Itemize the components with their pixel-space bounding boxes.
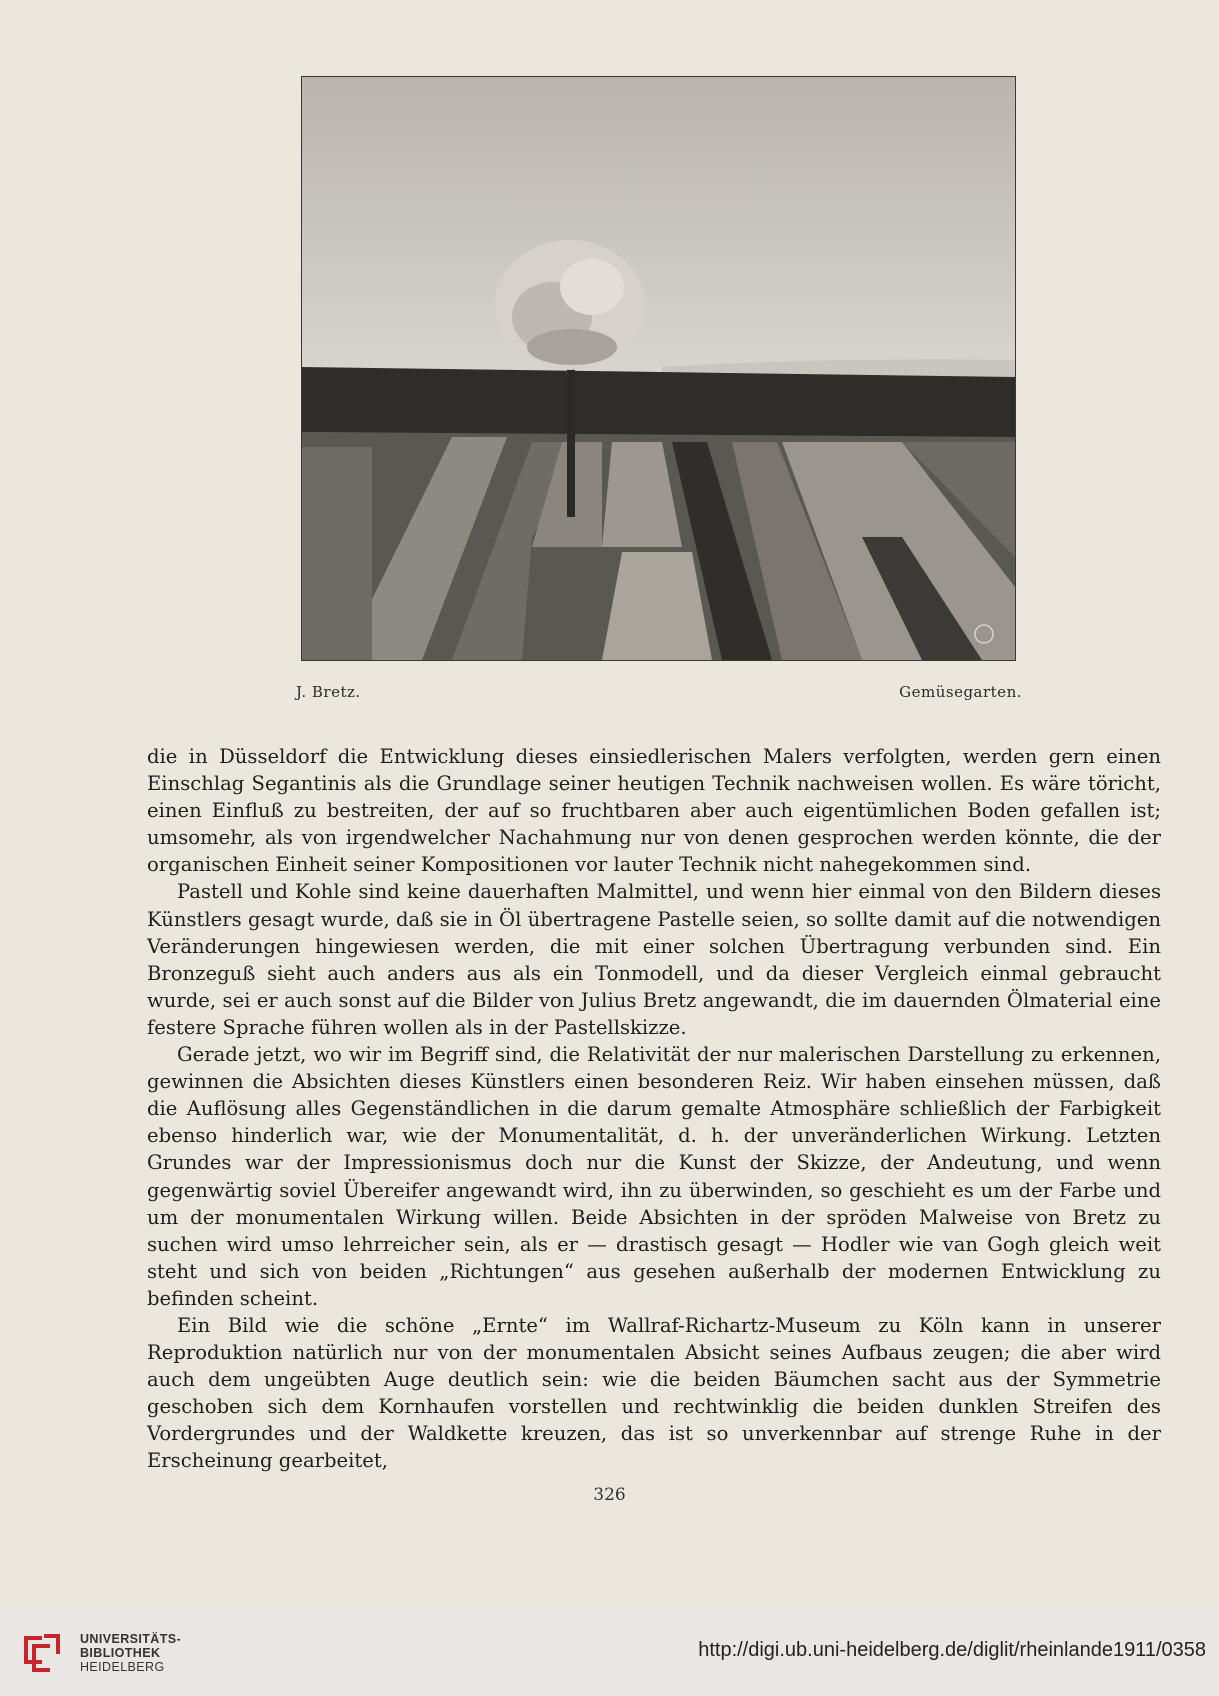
sky: [302, 77, 1015, 377]
garden-painting: [302, 77, 1015, 660]
library-name-line2: BIBLIOTHEK: [80, 1646, 161, 1660]
paragraph: Pastell und Kohle sind keine dauerhaften Malmittel, und wenn hier einmal von den Bildern dieses Künstlers gesagt wurde, daß sie in Öl übertragene Pastelle seien, so sollte damit auf die notwendigen Veränderungen hingewiesen werden, die mit einer solchen Übertragung verbunden sind. Ein Bronzeguß sieht auch anders aus als ein Tonmodell, und da dieser Vergleich einmal gebraucht wurde, sei er auch sonst auf die Bilder von Julius Bretz angewandt, die im dauernden Ölmaterial eine festere Sprache führen wollen als in der Pastellskizze.: [147, 880, 1161, 1039]
paragraph: die in Düsseldorf die Entwicklung dieses einsiedlerischen Malers verfolgten, werden gern einen Einschlag Segantinis als die Grundlage seiner heutigen Technik nachweisen wollen. Es wäre töricht, einen Einfluß zu bestreiten, der auf so fruchtbaren aber auch eigentümlichen Boden gefallen ist; umsomehr, als von irgendwelcher Nachahmung nur von denen gesprochen werden könnte, die der organischen Einheit seiner Kompositionen vor lauter Technik nicht nahegekommen sind.: [147, 745, 1161, 877]
title-caption: Gemüsegarten.: [899, 683, 1022, 701]
illustration-plate: [302, 77, 1015, 660]
footer-bar: [0, 1609, 1219, 1696]
source-url-link[interactable]: http://digi.ub.uni-heidelberg.de/diglit/rheinlande1911/0358: [698, 1639, 1206, 1661]
artist-caption: J. Bretz.: [296, 683, 361, 701]
library-logo[interactable]: [20, 1630, 181, 1676]
paragraph: Ein Bild wie die schöne „Ernte“ im Wallraf-Richartz-Museum zu Köln kann in unserer Reproduktion natürlich nur von der monumentalen Absicht seines Aufbaus zeugen; die aber wird auch dem ungeübten Auge deutlich sein: wie die beiden Bäumchen sacht aus der Symmetrie geschoben sich dem Kornhaufen vorstellen und rechtwinklig die beiden dunklen Streifen des Vordergrundes und der Waldkette kreuzen, das ist so unverkennbar auf strenge Ruhe in der Erscheinung gearbeitet,: [147, 1313, 1161, 1473]
library-logo-icon: [20, 1630, 64, 1676]
library-name-line1: UNIVERSITÄTS-: [80, 1632, 182, 1646]
article-text: [147, 743, 1161, 1475]
library-name-line3: HEIDELBERG: [80, 1660, 165, 1674]
page-number: 326: [593, 1485, 626, 1505]
paragraph: Gerade jetzt, wo wir im Begriff sind, die Relativität der nur malerischen Darstellung zu erkennen, gewinnen die Absichten dieses Künstlers einen besonderen Reiz. Wir haben einsehen müssen, daß die Auflösung alles Gegenständlichen in die darum gemalte Atmosphäre schließlich der Farbigkeit ebenso hinderlich war, wie der Monumentalität, d. h. der unveränderlichen Wirkung. Letzten Grundes war der Impressionismus doch nur die Kunst der Skizze, der Andeutung, und wenn gegenwärtig soviel Übereifer angewandt wird, ihn zu überwinden, so geschieht es um der Farbe und um der monumentalen Wirkung willen. Beide Absichten in der spröden Malweise von Bretz zu suchen wird umso lehrreicher sein, als er — drastisch gesagt — Hodler wie van Gogh gleich weit steht und sich von beiden „Richtungen“ aus gesehen außerhalb der modernen Entwicklung zu befinden scheint.: [147, 1043, 1161, 1310]
hedge: [302, 367, 1015, 437]
